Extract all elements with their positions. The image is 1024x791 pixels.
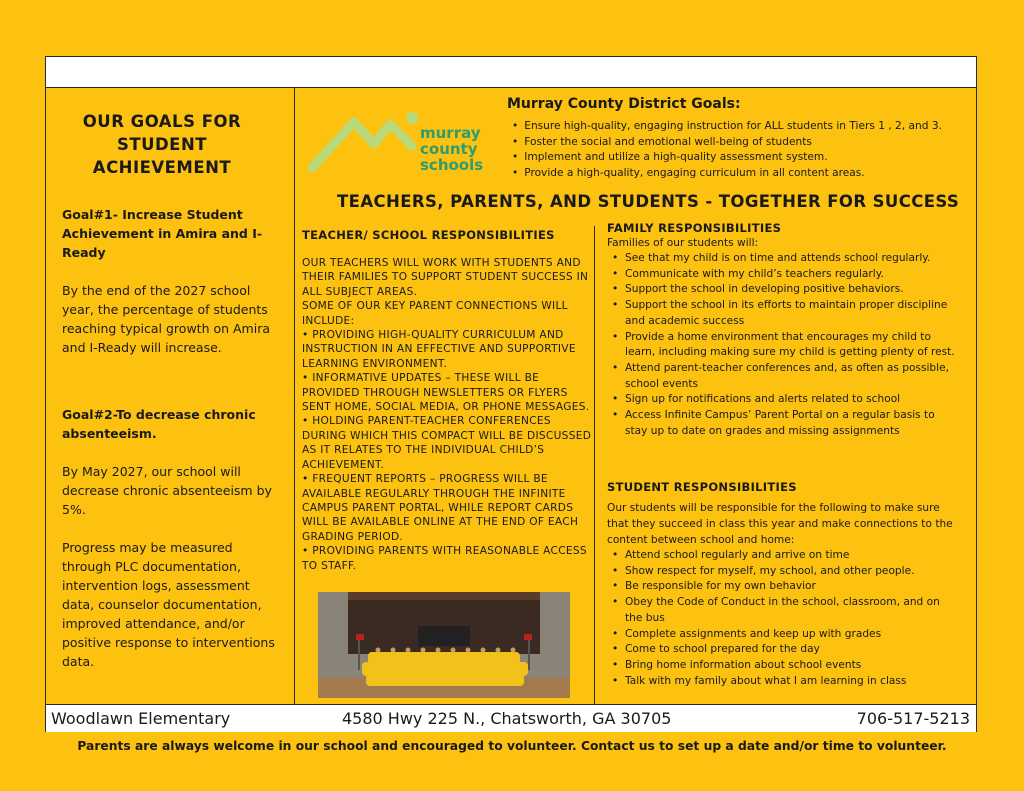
list-item: • Obey the Code of Conduct in the school, classroom, and on the bus: [612, 595, 957, 626]
list-item: • Implement and utilize a high-quality assessment system.: [512, 150, 942, 166]
family-heading: FAMILY RESPONSIBILITIES: [607, 221, 782, 235]
list-item: • Be responsible for my own behavior: [612, 579, 957, 595]
list-item: • Talk with my family about what I am learning in class: [612, 674, 957, 690]
district-goals-title: Murray County District Goals:: [507, 96, 741, 112]
teacher-line: • HOLDING PARENT-TEACHER CONFERENCES DURING WHICH THIS COMPACT WILL BE DISCUSSED AS IT RELATES TO THE INDIVIDUAL CHILD’S ACHIEVEMENT.: [302, 415, 592, 471]
teacher-text: [302, 256, 592, 573]
list-item: • Attend school regularly and arrive on time: [612, 548, 957, 564]
middle-divider: [594, 226, 595, 704]
school-name: Woodlawn Elementary: [51, 709, 231, 728]
list-item: • Come to school prepared for the day: [612, 642, 957, 658]
student-list: [612, 548, 957, 689]
student-heading: STUDENT RESPONSIBILITIES: [607, 480, 797, 494]
logo-line-2: county: [420, 140, 478, 158]
school-address: 4580 Hwy 225 N., Chatsworth, GA 30705: [342, 709, 672, 728]
top-white-bar: [46, 57, 976, 88]
list-item: • Complete assignments and keep up with grades: [612, 627, 957, 643]
list-item: • Communicate with my child’s teachers regularly.: [612, 267, 957, 283]
list-item: • See that my child is on time and attends school regularly.: [612, 251, 957, 267]
goal1-text: By the end of the 2027 school year, the percentage of students reaching typical growth on Amira and I-Ready will increase.: [62, 283, 271, 355]
list-item: • Foster the social and emotional well-being of students: [512, 135, 942, 151]
list-item: • Provide a home environment that encourages my child to learn, including making sure my child is getting plenty of rest.: [612, 330, 957, 361]
student-intro: Our students will be responsible for the following to make sure that they succeed in class this year and make connections to the content between school and home:: [607, 502, 953, 546]
teacher-line: • INFORMATIVE UPDATES – THESE WILL BE PROVIDED THROUGH NEWSLETTERS OR FLYERS SENT HOME, SOCIAL MEDIA, OR PHONE MESSAGES.: [302, 372, 590, 414]
left-divider: [294, 87, 295, 704]
goal1-heading: Goal#1- Increase Student Achievement in Amira and I-Ready: [62, 207, 263, 260]
list-item: • Support the school in developing positive behaviors.: [612, 282, 957, 298]
goal2-text: By May 2027, our school will decrease chronic absenteeism by 5%.: [62, 464, 272, 517]
teacher-line: • PROVIDING HIGH-QUALITY CURRICULUM AND INSTRUCTION IN AN EFFECTIVE AND SUPPORTIVE LEARNING ENVIRONMENT.: [302, 329, 576, 370]
graduation-photo: [318, 592, 570, 698]
list-item: • Attend parent-teacher conferences and, as often as possible, school events: [612, 361, 957, 392]
progress-text: Progress may be measured through PLC documentation, intervention logs, assessment data, counselor documentation, improved attendance, and/or positive response to interventions data.: [62, 540, 275, 669]
logo-line-3: schools: [420, 156, 484, 174]
logo-text: [420, 125, 483, 173]
teacher-line: SOME OF OUR KEY PARENT CONNECTIONS WILL INCLUDE:: [302, 300, 568, 327]
district-goals-list: [512, 119, 942, 181]
list-item: • Sign up for notifications and alerts related to school: [612, 392, 957, 408]
list-item: • Access Infinite Campus’ Parent Portal on a regular basis to stay up to date on grades and missing assignments: [612, 408, 957, 439]
list-item: • Support the school in its efforts to maintain proper discipline and academic success: [612, 298, 957, 329]
school-phone: 706-517-5213: [856, 709, 970, 728]
goals-column: [62, 110, 282, 671]
list-item: • Ensure high-quality, engaging instruction for ALL students in Tiers 1 , 2, and 3.: [512, 119, 942, 135]
teacher-line: • FREQUENT REPORTS – PROGRESS WILL BE AVAILABLE REGULARLY THROUGH THE INFINITE CAMPUS PARENT PORTAL, WHILE REPORT CARDS WILL BE AVAILABLE ONLINE AT THE END OF EACH GRADING PERIOD.: [302, 473, 579, 543]
goals-title: OUR GOALS FOR STUDENT ACHIEVEMENT: [82, 112, 242, 177]
teacher-heading: TEACHER/ SCHOOL RESPONSIBILITIES: [302, 228, 555, 242]
list-item: • Bring home information about school events: [612, 658, 957, 674]
together-banner: TEACHERS, PARENTS, AND STUDENTS - TOGETHER FOR SUCCESS: [337, 192, 960, 211]
teacher-line: OUR TEACHERS WILL WORK WITH STUDENTS AND THEIR FAMILIES TO SUPPORT STUDENT SUCCESS IN ALL SUBJECT AREAS.: [302, 257, 589, 298]
list-item: • Provide a high-quality, engaging curriculum in all content areas.: [512, 166, 942, 182]
family-list: [612, 251, 957, 439]
contact-bar: [46, 704, 976, 732]
teacher-line: • PROVIDING PARENTS WITH REASONABLE ACCESS TO STAFF.: [302, 545, 587, 572]
list-item: • Show respect for myself, my school, and other people.: [612, 564, 957, 580]
logo-line-1: murray: [420, 124, 481, 142]
volunteer-note: Parents are always welcome in our school and encouraged to volunteer. Contact us to set up a date and/or time to volunteer.: [77, 739, 947, 753]
goal2-heading: Goal#2-To decrease chronic absenteeism.: [62, 407, 256, 441]
family-intro: Families of our students will:: [607, 237, 759, 249]
